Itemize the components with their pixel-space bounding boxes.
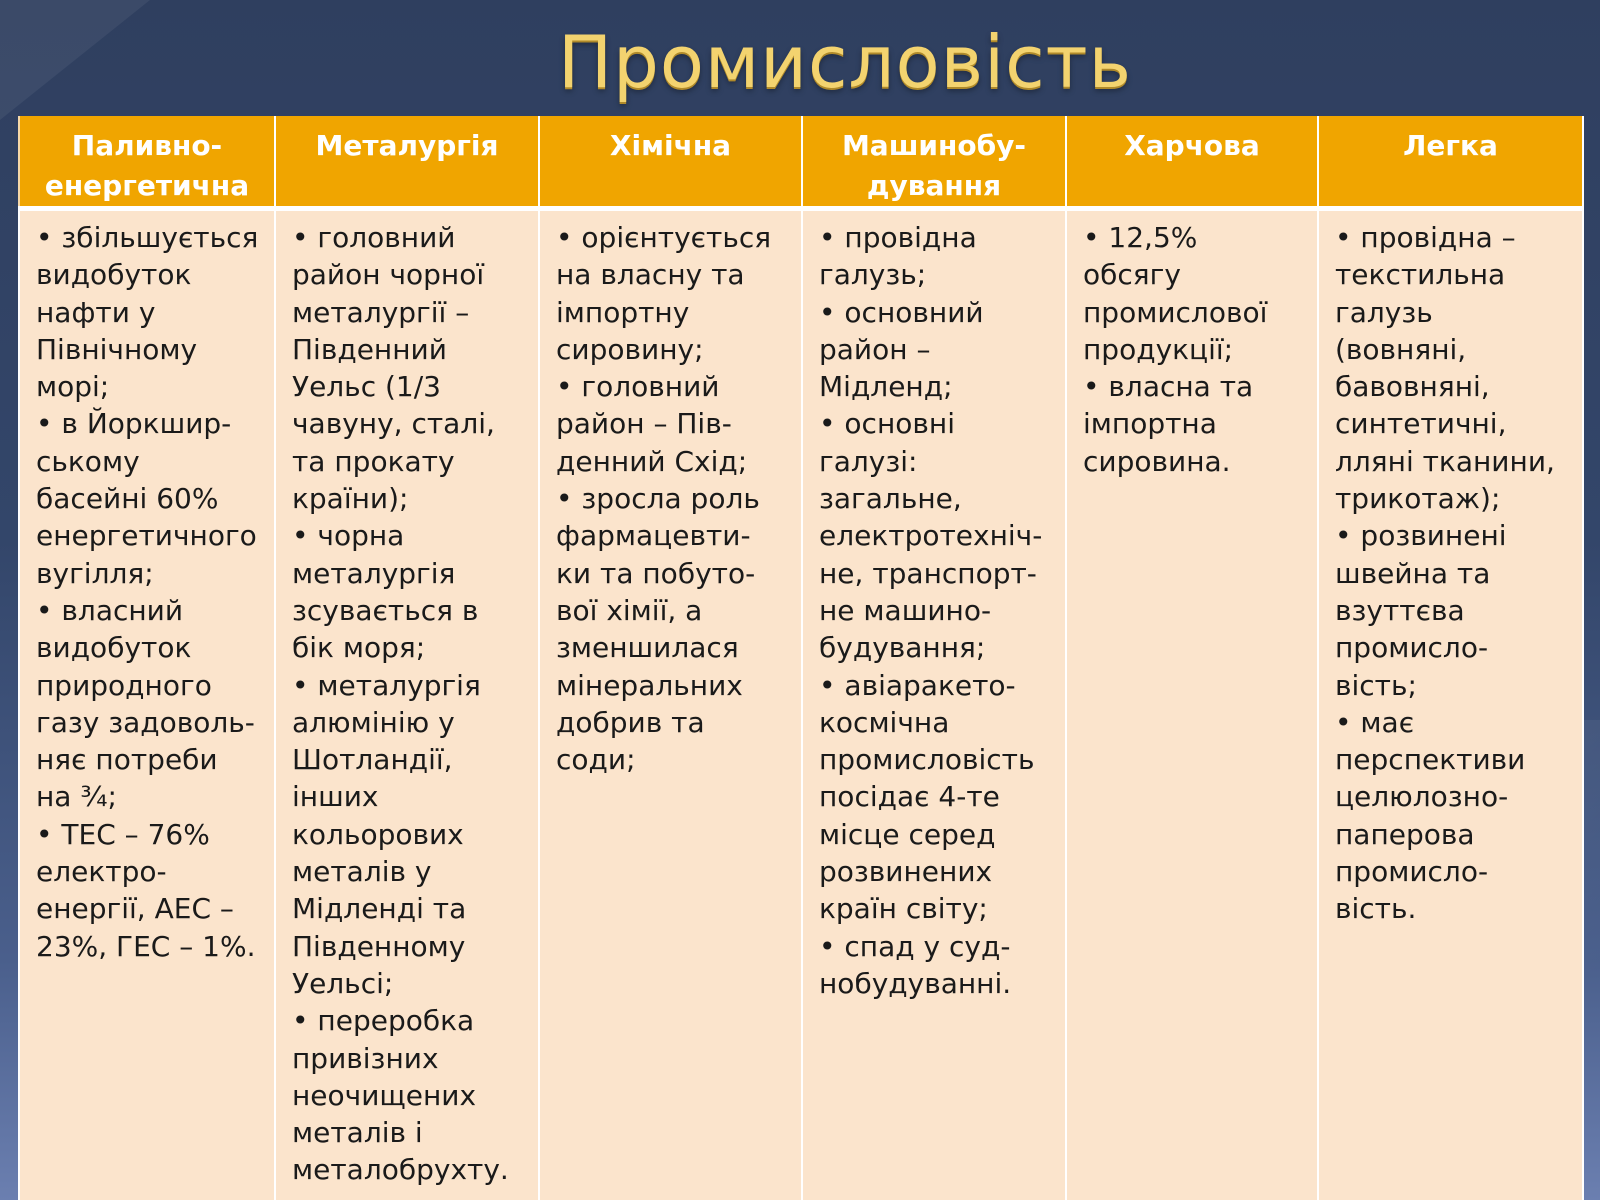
cell-machine-building: • провідна галузь; • основний район – Мідленд; • основні галузі: загальне, електротехніч- не, транспорт- не машино- будування; • авіаракето- космічна промисловість посідає 4-те місце серед розвинених країн світу; • спад у суд- нобудуванні. [802,209,1066,1200]
industry-table-container [18,116,1582,1200]
header-machine-building: Машинобу- дування [802,116,1066,209]
table-header-row [19,116,1583,209]
header-metallurgy: Металургія [275,116,539,209]
cell-fuel-energy: • збільшується видобуток нафти у Північному морі; • в Йоркшир- ському басейні 60% енергетичного вугілля; • власний видобуток природного газу задоволь- няє потреби на ¾; • ТЕС – 76% електро- енергії, АЕС – 23%, ГЕС – 1%. [19,209,275,1200]
header-chemical: Хімічна [539,116,802,209]
slide-title: Промисловість [557,20,1133,104]
industry-table [18,116,1584,1200]
header-fuel-energy: Паливно- енергетична [19,116,275,209]
cell-food: • 12,5% обсягу промислової продукції; • власна та імпортна сировина. [1066,209,1318,1200]
cell-light: • провідна – текстильна галузь (вовняні, бавовняні, синтетичні, лляні тканини, трикотаж); • розвинені швейна та взуттєва промисло- вість; • має перспективи целюлозно- паперова промисло- вість. [1318,209,1583,1200]
table-row [19,209,1583,1200]
cell-metallurgy: • головний район чорної металургії – Південний Уельс (1/3 чавуну, сталі, та прокату країни); • чорна металургія зсувається в бік моря; • металургія алюмінію у Шотландії, інших кольорових металів у Мідленді та Південному Уельсі; • переробка привізних неочищених металів і металобрухту. [275,209,539,1200]
header-light: Легка [1318,116,1583,209]
cell-chemical: • орієнтується на власну та імпортну сировину; • головний район – Пів- денний Схід; • зросла роль фармацевти- ки та побуто- вої хімії, а зменшилася мінеральних добрив та соди; [539,209,802,1200]
header-food: Харчова [1066,116,1318,209]
